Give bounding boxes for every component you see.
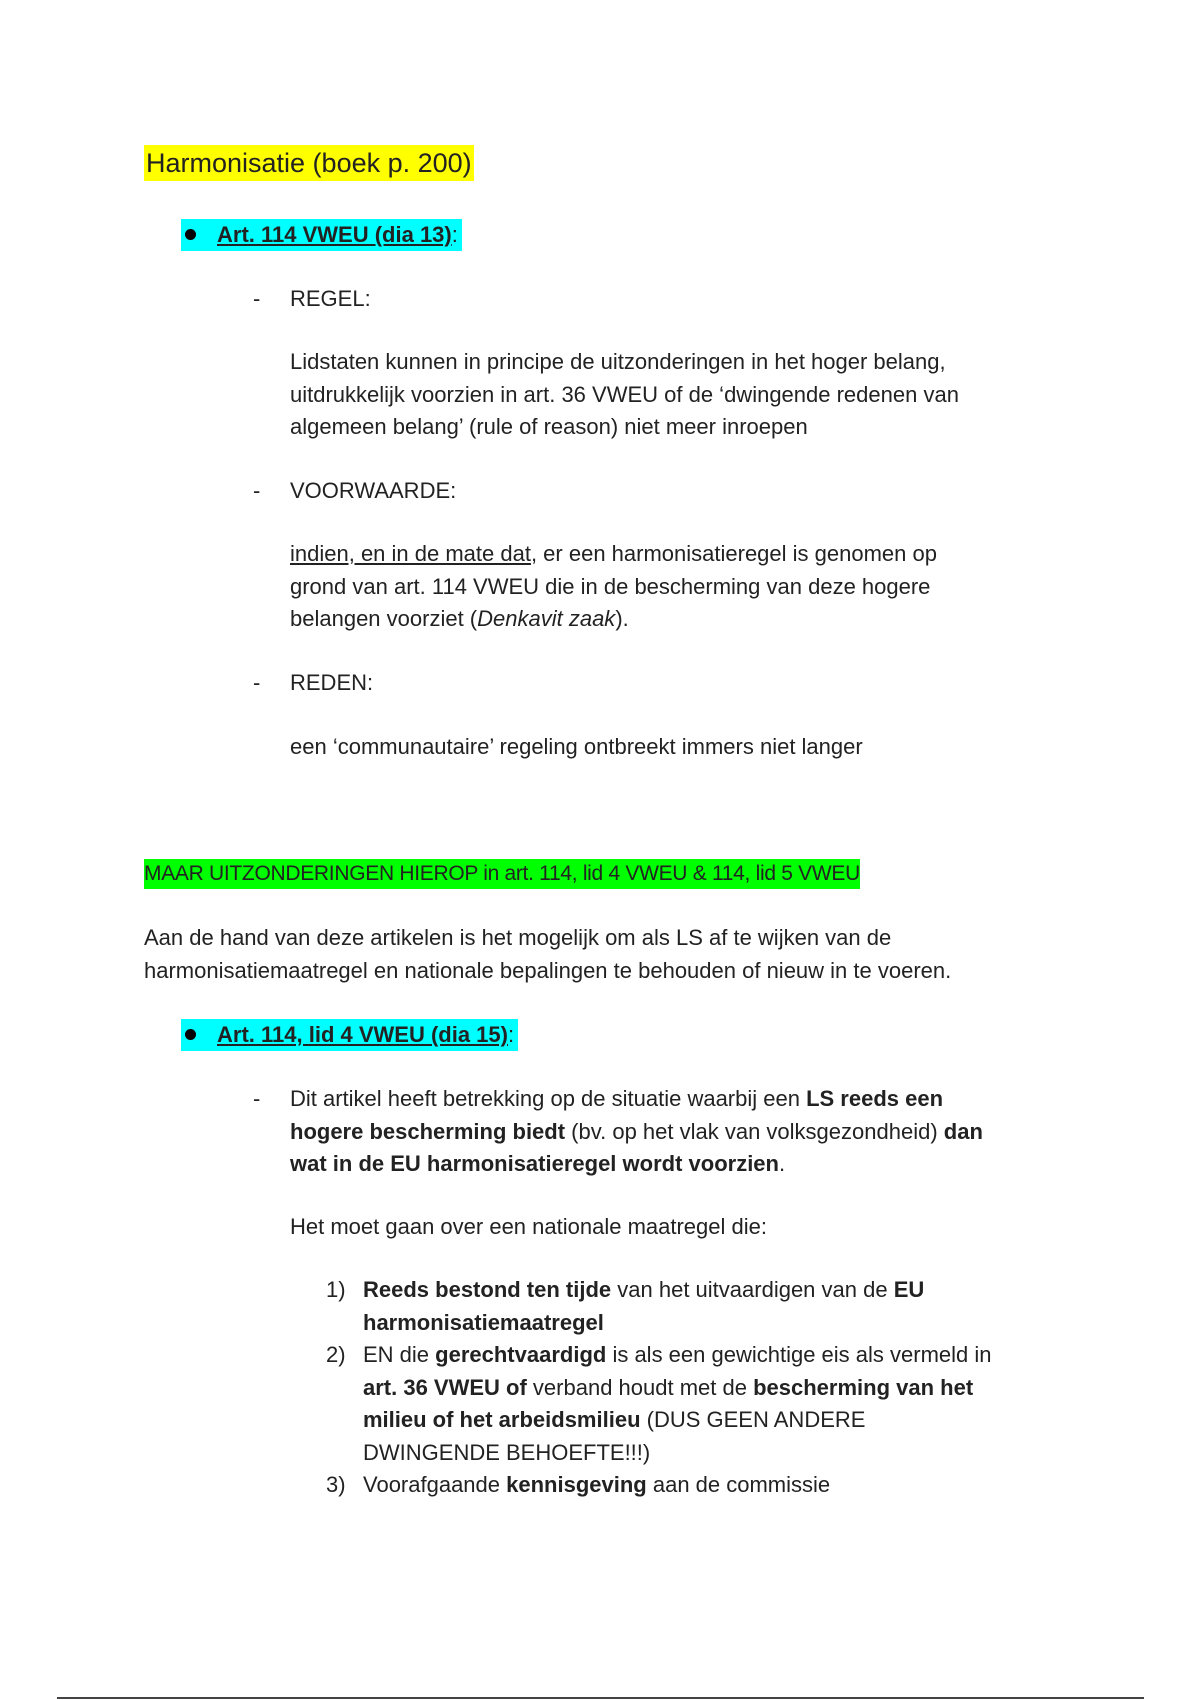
bullet-art-114 (181, 219, 462, 251)
text-span-bold: gerechtvaardigd (435, 1342, 607, 1367)
page-bottom-divider (57, 1697, 1144, 1699)
bullet-dot-icon (185, 1029, 196, 1040)
voorwaarde-line-3-post: ). (615, 606, 629, 631)
page-title: Harmonisatie (boek p. 200) (144, 145, 474, 181)
voorwaarde-label: VOORWAARDE: (290, 478, 457, 503)
text-span: aan de commissie (646, 1472, 831, 1497)
text-span: (DUS GEEN ANDERE (640, 1407, 866, 1432)
text-span-bold: art. 36 VWEU of (363, 1374, 527, 1400)
regel-label: REGEL: (290, 286, 371, 311)
list-item-3-line-1 (363, 1469, 830, 1502)
list-item-2-line-1 (363, 1339, 992, 1372)
lid-4-line-2 (290, 1116, 983, 1149)
measure-intro: Het moet gaan over een nationale maatregel die: (290, 1214, 767, 1239)
list-item-2-line-2 (363, 1372, 992, 1405)
dash-marker: - (253, 1086, 261, 1111)
list-item-2-line-4 (363, 1437, 992, 1470)
intro-line-2: harmonisatiemaatregel en nationale bepalingen te behouden of nieuw in te voeren. (144, 957, 952, 983)
dash-marker: - (253, 670, 261, 695)
voorwaarde-line-3-pre: belangen voorziet ( (290, 606, 478, 631)
intro-line-1: Aan de hand van deze artikelen is het mogelijk om als LS af te wijken van de (144, 925, 892, 950)
dash-marker: - (253, 478, 261, 503)
text-span-bold: harmonisatiemaatregel (363, 1309, 604, 1335)
text-span: Dit artikel heeft betrekking op de situatie waarbij een (290, 1086, 807, 1111)
reden-text: een ‘communautaire’ regeling ontbreekt immers niet langer (290, 734, 863, 759)
list-number: 2) (326, 1342, 346, 1367)
voorwaarde-line-1 (290, 538, 937, 571)
denkavit-case: Denkavit zaak (477, 606, 616, 631)
bullet-suffix: : (507, 1022, 515, 1047)
text-span: van het uitvaardigen van de (611, 1277, 894, 1302)
voorwaarde-underlined: indien, en in de mate dat (290, 541, 531, 566)
text-span-bold: Reeds bestond ten tijde (363, 1277, 612, 1302)
voorwaarde-line-2: grond van art. 114 VWEU die in de bescherming van deze hogere (290, 573, 931, 599)
dash-marker: - (253, 286, 261, 311)
voorwaarde-line-1-rest: , er een harmonisatieregel is genomen op (530, 541, 937, 566)
text-span-bold: dan (943, 1118, 983, 1144)
reden-label: REDEN: (290, 670, 374, 695)
text-span-bold: EU (893, 1277, 925, 1302)
text-span: DWINGENDE BEHOEFTE!!!) (363, 1439, 651, 1465)
text-span: Voorafgaande (363, 1472, 507, 1497)
text-span: verband houdt met de (526, 1374, 754, 1400)
lid-4-description (290, 1083, 983, 1181)
list-item-1-line-1 (363, 1274, 924, 1307)
lid-4-line-1 (290, 1083, 983, 1116)
bullet-art-114-lid-4 (181, 1019, 518, 1051)
list-item-2-line-3 (363, 1404, 992, 1437)
list-item (363, 1274, 924, 1339)
list-item (363, 1339, 992, 1469)
voorwaarde-line-3 (290, 603, 937, 636)
list-number: 3) (326, 1472, 346, 1497)
list-item (363, 1469, 830, 1502)
exceptions-heading: MAAR UITZONDERINGEN HIEROP in art. 114, lid 4 VWEU & 114, lid 5 VWEU (144, 859, 860, 889)
text-span-bold: milieu of het arbeidsmilieu (363, 1407, 641, 1432)
list-item-1-line-2 (363, 1307, 924, 1340)
regel-line-2: uitdrukkelijk voorzien in art. 36 VWEU of de ‘dwingende redenen van (290, 381, 959, 407)
text-span-bold: kennisgeving (506, 1472, 647, 1497)
voorwaarde-text (290, 538, 937, 636)
text-span-bold: hogere bescherming biedt (290, 1118, 566, 1144)
list-number: 1) (326, 1277, 346, 1302)
text-span: is als een gewichtige eis als vermeld in (606, 1342, 992, 1367)
text-span: (bv. op het vlak van volksgezondheid) (565, 1118, 944, 1144)
regel-text (290, 346, 959, 444)
regel-line-1: Lidstaten kunnen in principe de uitzonderingen in het hoger belang, (290, 349, 946, 374)
lid-4-line-3 (290, 1148, 983, 1181)
bullet-dot-icon (185, 229, 196, 240)
text-span-bold: LS reeds een (806, 1086, 944, 1111)
text-span-bold: bescherming van het (753, 1374, 974, 1400)
bullet-suffix: : (451, 222, 458, 247)
text-span: EN die (363, 1342, 436, 1367)
intro-paragraph (144, 922, 951, 987)
text-span: . (778, 1151, 786, 1176)
bullet-art-114-lid-4-link[interactable]: Art. 114, lid 4 VWEU (dia 15) (217, 1022, 508, 1047)
text-span-bold: wat in de EU harmonisatieregel wordt voorzien (290, 1151, 779, 1176)
bullet-art-114-link[interactable]: Art. 114 VWEU (dia 13) (217, 222, 452, 247)
regel-line-3: algemeen belang’ (rule of reason) niet meer inroepen (290, 414, 808, 439)
